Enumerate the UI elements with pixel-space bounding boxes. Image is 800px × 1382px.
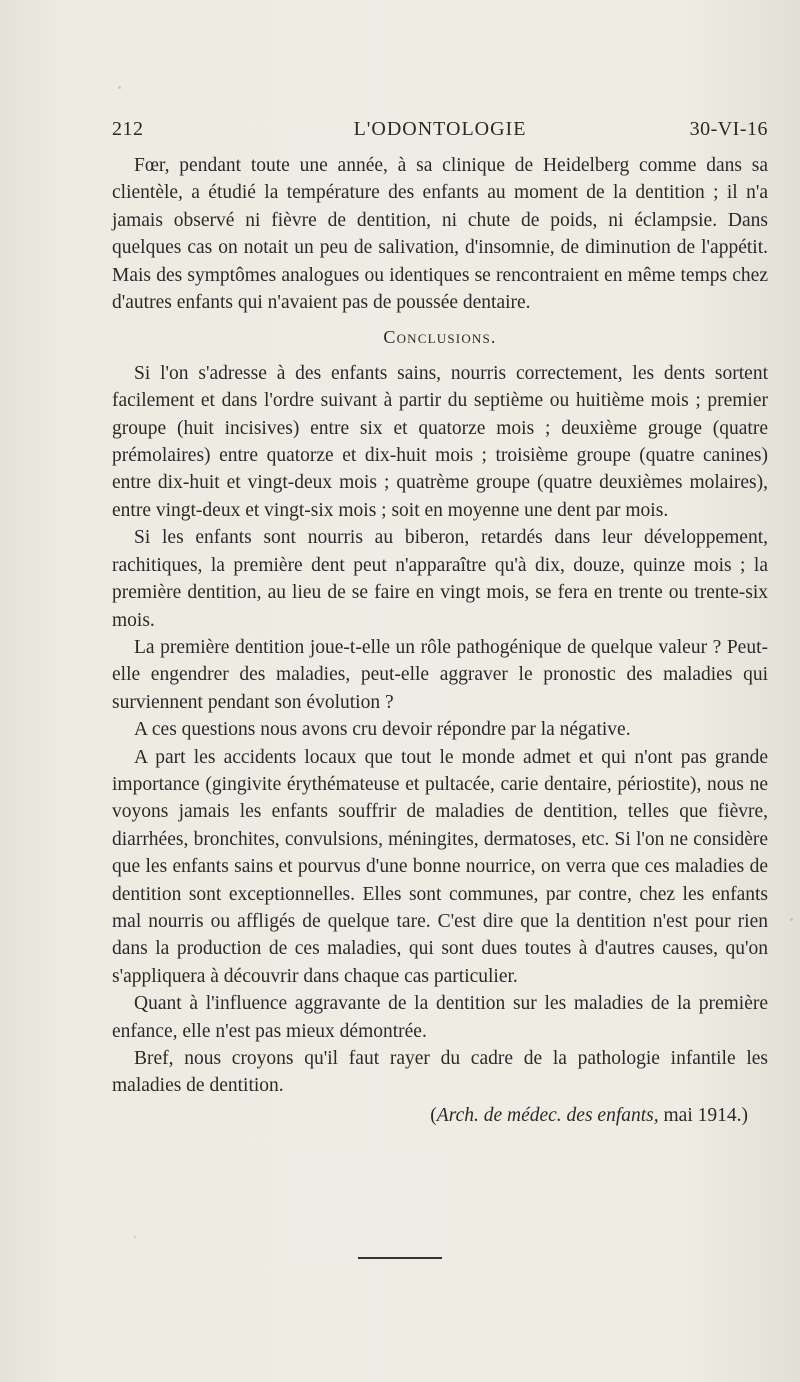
paragraph: Bref, nous croyons qu'il faut rayer du cadre de la pathologie infantile les maladies de dentition. (112, 1048, 768, 1097)
citation-date: mai 1914.) (658, 1104, 748, 1126)
issue-date: 30-VI-16 (689, 118, 768, 140)
paragraph: Si l'on s'adresse à des enfants sains, nourris correctement, les dents sortent facilement et dans l'ordre suivant à partir du septième ou huitième mois ; premier groupe (huit incisives) entre six et quatorze mois ; deuxième grouge (quatre prémolaires) entre quatorze et dix-huit mois ; troisième groupe (quatre canines) entre dix-huit et vingt-deux mois ; quatrème groupe (quatre deuxièmes molaires), entre vingt-deux et vingt-six mois ; soit en moyenne une dent par mois. (112, 362, 768, 521)
article-body (112, 152, 768, 1129)
paragraph: A ces questions nous avons cru devoir répondre par la négative. (134, 719, 631, 741)
paragraph: Quant à l'influence aggravante de la dentition sur les maladies de la première enfance, elle n'est pas mieux démontrée. (112, 993, 768, 1042)
running-header (112, 118, 768, 146)
paragraph: La première dentition joue-t-elle un rôle pathogénique de quelque valeur ? Peut-elle engendrer des maladies, peut-elle aggraver le pronostic des maladies qui surviennent pendant son évolution ? (112, 636, 768, 713)
section-heading: Conclusions. (383, 327, 497, 348)
paper-speck (134, 1236, 136, 1238)
page-number: 212 (112, 118, 144, 140)
paragraph: Si les enfants sont nourris au biberon, retardés dans leur développement, rachitiques, la première dent peut n'apparaître qu'à dix, douze, quinze mois ; la première dentition, au lieu de se faire en vingt mois, se fera en trente ou trente-six mois. (112, 527, 768, 631)
paper-speck (790, 918, 793, 921)
citation-source: Arch. de médec. des enfants, (436, 1104, 659, 1126)
end-rule (358, 1257, 442, 1259)
paper-speck (118, 86, 121, 89)
citation-open: ( (430, 1104, 437, 1126)
paper-speck (742, 376, 745, 379)
paragraph: Fœr, pendant toute une année, à sa clinique de Heidelberg comme dans sa clientèle, a étudié la température des enfants au moment de la dentition ; il n'a jamais observé ni fièvre de dentition, ni chute de poids, ni éclampsie. Dans quelques cas on notait un peu de salivation, d'insomnie, de diminution de l'appétit. Mais des symptômes analogues ou identiques se rencontraient en même temps chez d'autres enfants qui n'avaient pas de poussée dentaire. (112, 155, 768, 314)
citation (112, 1102, 768, 1129)
journal-title: L'ODONTOLOGIE (353, 118, 527, 140)
paragraph: A part les accidents locaux que tout le monde admet et qui n'ont pas grande importance (gingivite érythémateuse et pultacée, carie dentaire, périostite), nous ne voyons jamais les enfants souffrir de maladies de dentition, telles que fièvre, diarrhées, bronchites, convulsions, méningites, dermatoses, etc. Si l'on ne considère que les enfants sains et pourvus d'une bonne nourrice, on verra que ces maladies de dentition sont exceptionnelles. Elles sont communes, par contre, chez les enfants mal nourris ou affligés de quelque tare. C'est dire que la dentition n'est pour rien dans la production de ces maladies, qui sont dues toutes à d'autres causes, qu'on s'appliquera à découvrir dans chaque cas particulier. (112, 746, 768, 987)
